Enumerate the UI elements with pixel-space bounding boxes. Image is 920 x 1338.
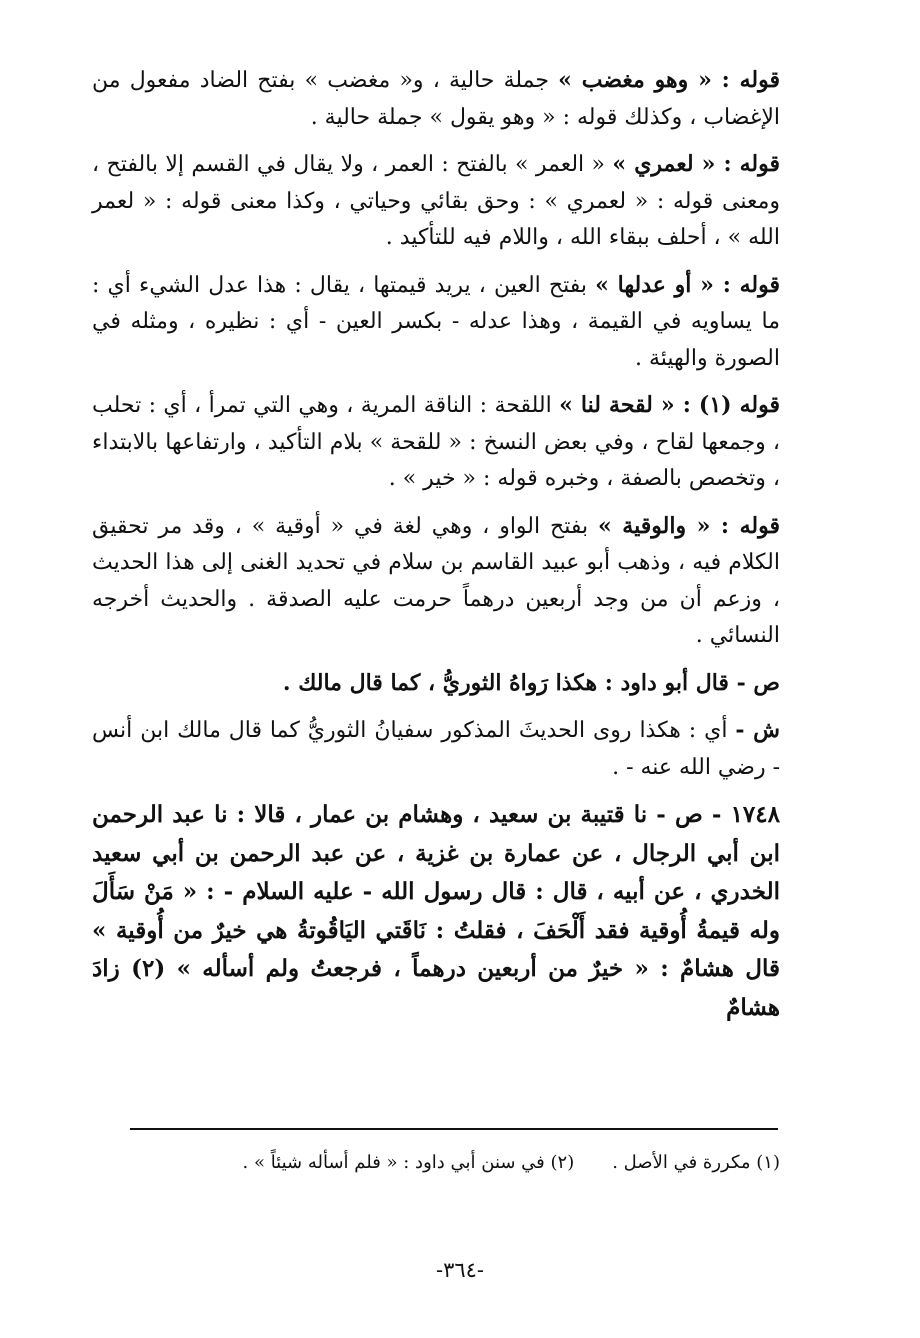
paragraph-lead: قوله : « أو عدلها » [595,271,780,298]
commentary-paragraph [92,387,780,498]
paragraph-text: بفتح العين ، يريد قيمتها ، يقال : هذا عدل الشيء أي : ما يساويه في القيمة ، وهذا عدله - بكسر العين - أي : نظيره ، ومثله في الصورة والهيئة . [92,272,780,371]
paragraph-text: بفتح الواو ، وهي لغة في « أوقية » ، وقد مر تحقيق الكلام فيه ، وذهب أبو عبيد القاسم بن سلام في تحديد الغنى إلى هذا الحديث ، وزعم أن من وجد أربعين درهماً حرمت عليه الصدقة . والحديث أخرجه النسائي . [92,513,780,648]
footnote-1: (١) مكررة في الأصل . [612,1152,780,1173]
commentary-paragraph [92,62,780,136]
paragraph-lead: قوله : « لعمري » [612,151,781,177]
paragraph-lead: ص - قال أبو داود : هكذا رَواهُ الثوريُّ ، كما قال مالك . [282,669,780,696]
hadith-text: ١٧٤٨ - ص - نا قتيبة بن سعيد ، وهشام بن عمار ، قالا : نا عبد الرحمن ابن أبي الرجال ، عن عمارة بن غزية ، عن عبد الرحمن بن أبي سعيد الخدري ، عن أبيه ، قال : قال رسول الله - عليه السلام - : « مَنْ سَأَلَ وله قيمةُ أُوقية فقد أَلْحَفَ ، فقلتُ : نَاقَتي اليَاقُوتةُ هي خيرٌ من أُوقية » قال هشامٌ : « خيرٌ من أربعين درهماً ، فرجعتُ ولم أسأله » (٢) زادَ هشامٌ [92,801,780,1021]
footnote-separator [130,1128,778,1130]
footnotes [130,1152,780,1173]
paragraph-text: « العمر » بالفتح : العمر ، ولا يقال في القسم إلا بالفتح ، ومعنى قوله : « لعمري » : وحق بقائي وحياتي ، وكذا معنى قوله : « لعمر الله » ، أحلف ببقاء الله ، واللام فيه للتأكيد . [92,152,780,250]
page-number: -٣٦٤- [435,1258,485,1282]
paragraph-text: اللقحة : الناقة المرية ، وهي التي تمرأ ، أي : تحلب ، وجمعها لقاح ، وفي بعض النسخ : « للقحة » بلام التأكيد ، وارتفاعها بالابتداء ، وتخصص بالصفة ، وخبره قوله : « خير » . [92,393,780,491]
commentary-paragraph [92,712,780,786]
commentary-paragraph [92,508,780,655]
paragraph-lead: قوله : « وهو مغضب » [558,67,781,93]
matn-line [92,665,780,703]
commentary-paragraph [92,146,780,257]
commentary-paragraph [92,267,780,378]
paragraph-lead: قوله : « والوقية » [598,512,780,539]
paragraph-lead: قوله (١) : « لقحة لنا » [559,392,781,418]
paragraph-lead: ش - [735,717,780,743]
paragraph-text: أي : هكذا روى الحديثَ المذكور سفيانُ الثوريُّ كما قال مالك ابن أنس - رضي الله عنه - . [92,718,780,780]
paragraph-text: جملة حالية ، و« مغضب » بفتح الضاد مفعول من الإغضاب ، وكذلك قوله : « وهو يقول » جملة حالية . [92,68,780,130]
footnote-2: (٢) في سنن أبي داود : « فلم أسأله شيئاً » . [242,1152,575,1173]
